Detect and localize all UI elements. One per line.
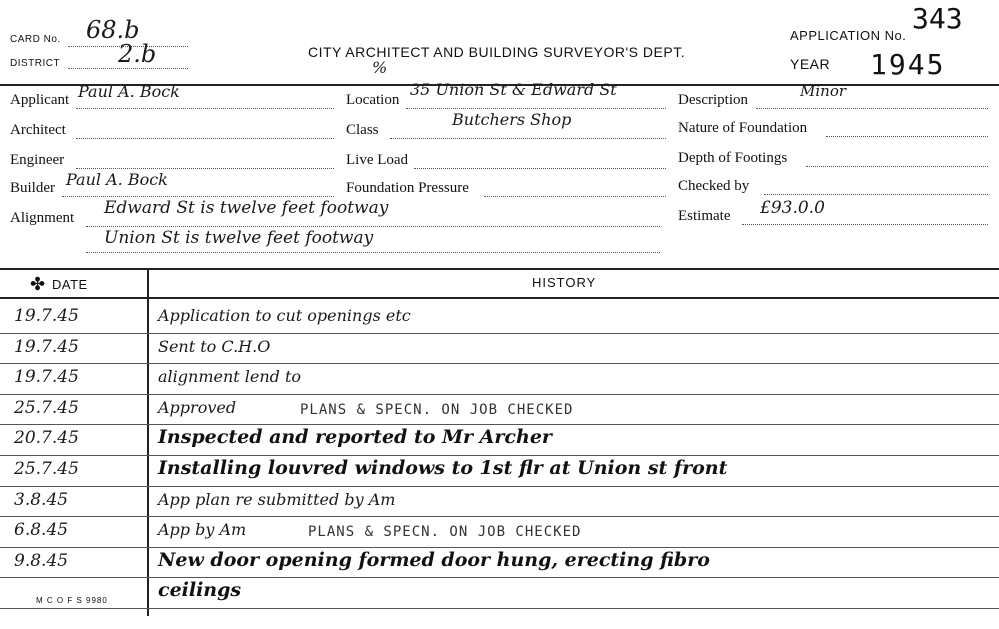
history-date: 9.8.45 (14, 550, 69, 571)
history-date: 25.7.45 (14, 459, 79, 479)
history-entry: Inspected and reported to Mr Archer (158, 426, 552, 449)
location-label: Location (346, 92, 400, 108)
history-date: 25.7.45 (14, 397, 79, 418)
estimate-value: £93.0.0 (760, 198, 825, 218)
history-entry: App by Am (158, 520, 247, 540)
builder-value: Paul A. Bock (66, 170, 168, 189)
class-value: Butchers Shop (452, 110, 572, 129)
location-value: 35 Union St & Edward St (410, 80, 617, 99)
architect-label: Architect (10, 122, 66, 138)
history-row-rule (0, 547, 999, 548)
history-date: 19.7.45 (14, 367, 79, 388)
history-row-rule (0, 455, 999, 456)
history-entry: Approved (158, 397, 237, 417)
crest-icon: ✤ (30, 274, 46, 294)
history-entry: Sent to C.H.O (158, 336, 271, 356)
date-header: DATE (52, 277, 88, 292)
history-row-rule (0, 363, 999, 364)
date-column-divider (147, 268, 149, 616)
history-entry: App plan re submitted by Am (158, 489, 396, 509)
history-row-rule (0, 516, 999, 517)
history-row-rule (0, 486, 999, 487)
history-row-rule (0, 577, 999, 578)
footer-code: M C O F S 9980 (36, 596, 108, 605)
year-label: YEAR (790, 56, 831, 72)
history-row-rule (0, 394, 999, 395)
dept-title: CITY ARCHITECT AND BUILDING SURVEYOR'S DEPT. (308, 44, 686, 60)
card-no-label: CARD No. (10, 34, 61, 45)
application-label: APPLICATION No. (790, 28, 907, 43)
card-no-value: 68.b (86, 16, 140, 44)
district-value: 2.b (118, 40, 157, 68)
history-date: 3.8.45 (14, 489, 69, 510)
engineer-label: Engineer (10, 152, 65, 168)
checked-by-label: Checked by (678, 178, 750, 194)
year-value: 1945 (870, 48, 946, 81)
history-entry: Application to cut openings etc (158, 306, 411, 325)
history-date: 20.7.45 (14, 428, 79, 449)
alignment-value-1: Edward St is twelve feet footway (104, 198, 389, 218)
builder-label: Builder (10, 180, 55, 196)
history-stamp: PLANS & SPECN. ON JOB CHECKED (300, 401, 574, 418)
history-entry: ceilings (158, 579, 242, 602)
district-label: DISTRICT (10, 58, 61, 69)
history-date: 19.7.45 (14, 336, 79, 357)
history-date: 6.8.45 (14, 520, 69, 541)
history-date: 19.7.45 (14, 306, 79, 326)
applicant-value: Paul A. Bock (78, 82, 180, 101)
history-row-rule (0, 608, 999, 609)
estimate-label: Estimate (678, 208, 731, 224)
applicant-label: Applicant (10, 92, 70, 108)
foundation-pressure-label: Foundation Pressure (346, 180, 469, 196)
description-value: Minor (800, 82, 847, 100)
history-header: HISTORY (532, 275, 597, 290)
history-row-rule (0, 424, 999, 425)
nature-label: Nature of Foundation (678, 120, 808, 136)
alignment-label: Alignment (10, 210, 75, 226)
class-label: Class (346, 122, 379, 138)
description-label: Description (678, 92, 748, 108)
history-row-rule (0, 333, 999, 334)
history-stamp: PLANS & SPECN. ON JOB CHECKED (308, 524, 582, 541)
alignment-value-2: Union St is twelve feet footway (104, 228, 374, 248)
liveload-label: Live Load (346, 152, 409, 168)
application-number: 343 (912, 2, 963, 35)
history-entry: New door opening formed door hung, erecting fibro (158, 548, 710, 571)
history-entry: Installing louvred windows to 1st flr at Union st front (158, 457, 728, 479)
history-entry: alignment lend to (158, 367, 302, 387)
percent-mark: % (372, 58, 388, 77)
depth-label: Depth of Footings (678, 150, 788, 166)
